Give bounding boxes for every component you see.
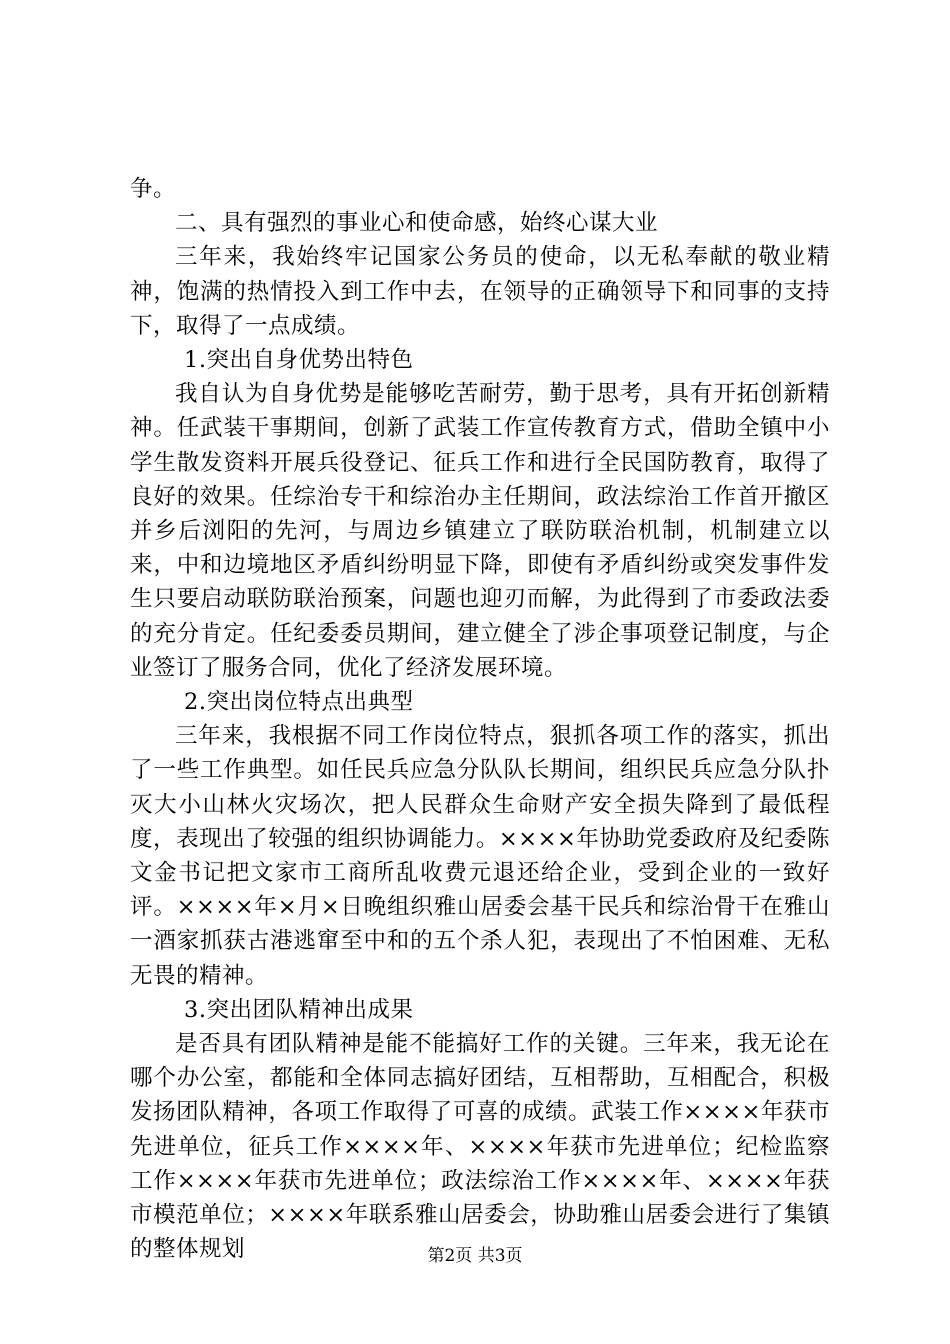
page-footer bbox=[0, 1245, 950, 1267]
paragraph-continuation: 争。 bbox=[130, 176, 177, 202]
paragraph: 是否具有团队精神是能不能搞好工作的关键。三年来，我无论在哪个办公室，都能和全体同志搞好团结，互相帮助，互相配合，积极发扬团队精神，各项工作取得了可喜的成绩。武装工作××××年获市先进单位，征兵工作××××年、××××年获市先进单位；纪检监察工作××××年获市先进单位；政法综治工作××××年、××××年获市模范单位；××××年联系雅山居委会，协助雅山居委会进行了集镇的整体规划 bbox=[130, 1031, 830, 1263]
paragraph: 我自认为自身优势是能够吃苦耐劳，勤于思考，具有开拓创新精神。任武装干事期间，创新了武装工作宣传教育方式，借助全镇中小学生散发资料开展兵役登记、征兵工作和进行全民国防教育，取得了良好的效果。任综治专干和综治办主任期间，政法综治工作首开撤区并乡后浏阳的先河，与周边乡镇建立了联防联治机制，机制建立以来，中和边境地区矛盾纠纷明显下降，即使有矛盾纠纷或突发事件发生只要启动联防联治预案，问题也迎刃而解，为此得到了市委政法委的充分肯定。任纪委委员期间，建立健全了涉企事项登记制度，与企业签订了服务合同，优化了经济发展环境。 bbox=[130, 381, 830, 681]
document-body bbox=[130, 172, 830, 1267]
section-heading: 二、具有强烈的事业心和使命感，始终心谋大业 bbox=[175, 210, 659, 237]
subsection-heading: 1.突出自身优势出特色 bbox=[184, 347, 414, 374]
subsection-heading: 3.突出团队精神出成果 bbox=[184, 996, 414, 1023]
paragraph: 三年来，我始终牢记国家公务员的使命，以无私奉献的敬业精神，饱满的热情投入到工作中去，在领导的正确领导下和同事的支持下，取得了一点成绩。 bbox=[130, 244, 830, 339]
paragraph: 三年来，我根据不同工作岗位特点，狠抓各项工作的落实，抓出了一些工作典型。如任民兵应急分队队长期间，组织民兵应急分队扑灭大小山林火灾场次，把人民群众生命财产安全损失降到了最低程度，表现出了较强的组织协调能力。××××年协助党委政府及纪委陈文金书记把文家市工商所乱收费元退还给企业，受到企业的一致好评。××××年×月×日晚组织雅山居委会基干民兵和综治骨干在雅山一酒家抓获古港逃窜至中和的五个杀人犯，表现出了不怕困难、无私无畏的精神。 bbox=[130, 723, 830, 989]
subsection-heading: 2.突出岗位特点出典型 bbox=[184, 689, 414, 716]
page-number-label: 第2页 共3页 bbox=[427, 1246, 523, 1266]
